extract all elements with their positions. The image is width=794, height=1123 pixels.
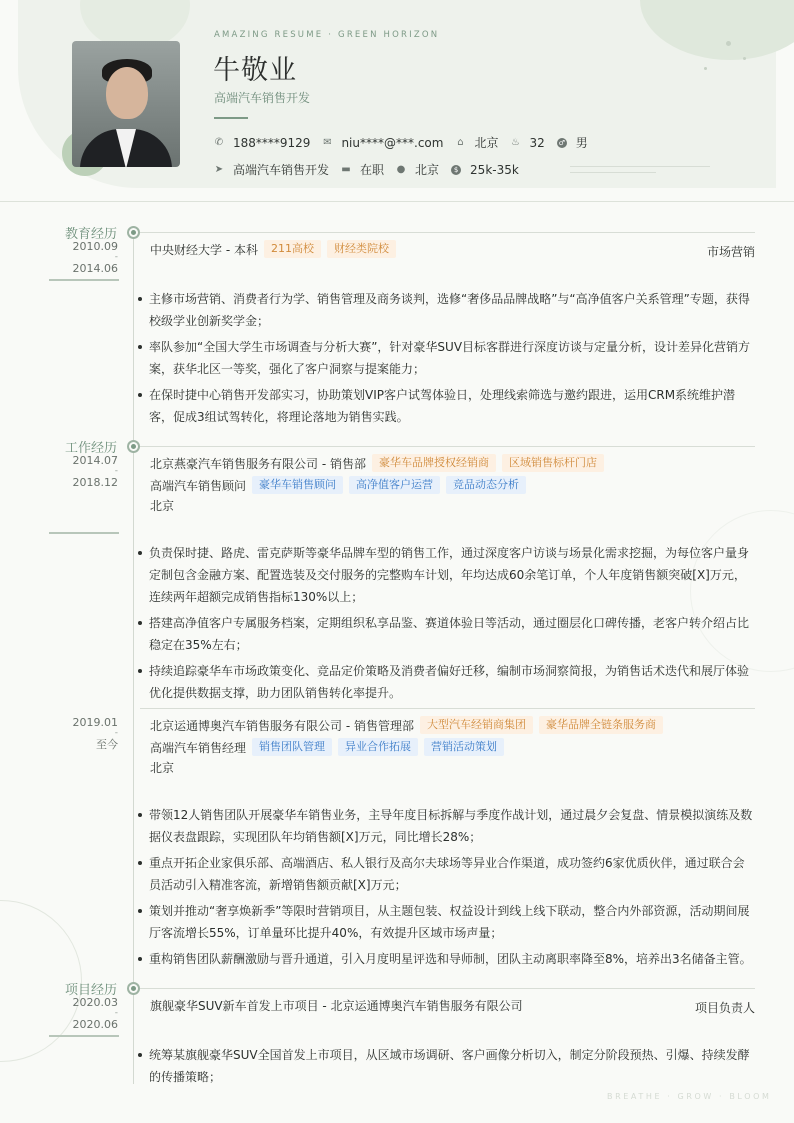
school-tag: 财经类院校 xyxy=(327,240,396,258)
education-dates xyxy=(49,241,118,274)
section-title-work: 工作经历 xyxy=(64,441,117,456)
date-start: 2020.03 xyxy=(72,996,118,1009)
decorative-line xyxy=(570,172,656,173)
city-value: 北京 xyxy=(474,136,499,150)
intent-status: 在职 xyxy=(360,163,385,177)
briefcase-icon: ▬ xyxy=(341,163,351,175)
date-separator: - xyxy=(114,1008,118,1018)
job-dates xyxy=(49,717,118,750)
email-value: niu****@***.com xyxy=(341,135,444,150)
date-start: 2014.07 xyxy=(72,454,118,467)
date-end: 2018.12 xyxy=(72,476,118,489)
gender-icon: ♂ xyxy=(558,138,565,147)
header-eyebrow: AMAZING RESUME · GREEN HORIZON xyxy=(214,30,440,40)
section-underline xyxy=(49,1035,119,1037)
list-item: 率队参加“全国大学生市场调查与分析大赛”，针对豪华SUV目标客群进行深度访谈与定量分析，设计差异化营销方案，获华北区一等奖，强化了客户洞察与提案能力； xyxy=(138,336,754,380)
section-underline xyxy=(49,279,119,281)
section-title-project: 项目经历 xyxy=(64,983,117,998)
profile-photo xyxy=(72,41,180,167)
list-item: 搭建高净值客户专属服务档案，定期组织私享品鉴、赛道体验日等活动，通过圈层化口碑传播，老客户转介绍占比稳定在35%左右； xyxy=(138,612,754,656)
company-tag: 区域销售标杆门店 xyxy=(502,454,604,472)
footer-tagline: BREATHE · GROW · BLOOM xyxy=(607,1092,772,1101)
intent-position: 高端汽车销售开发 xyxy=(233,163,330,177)
candidate-title: 高端汽车销售开发 xyxy=(214,91,311,105)
decorative-dot xyxy=(704,67,707,70)
section-divider xyxy=(140,232,755,233)
gender-value: 男 xyxy=(575,136,588,150)
company-tag: 豪华车品牌授权经销商 xyxy=(372,454,496,472)
job-dates xyxy=(49,455,118,488)
intent-row xyxy=(214,161,531,178)
role-tag: 豪华车销售顾问 xyxy=(252,476,343,494)
role-tag: 竞品动态分析 xyxy=(446,476,526,494)
role-tag: 高净值客户运营 xyxy=(349,476,440,494)
timeline-node xyxy=(127,982,140,995)
cake-icon: ♨ xyxy=(510,136,520,148)
list-item: 负责保时捷、路虎、雷克萨斯等豪华品牌车型的销售工作，通过深度客户访谈与场景化需求挖掘，为每位客户量身定制包含金融方案、配置选装及交付服务的完整购车计划，年均达成60余笔订单，个人年度销售额突破[X]万元，连续两年超额完成销售指标130%以上； xyxy=(138,542,754,608)
timeline-node xyxy=(127,440,140,453)
entry-divider xyxy=(140,708,755,709)
list-item: 主修市场营销、消费者行为学、销售管理及商务谈判，选修“奢侈品品牌战略”与“高净值客户关系管理”专题，获得校级学业创新奖学金； xyxy=(138,288,754,332)
intent-location: 北京 xyxy=(415,163,440,177)
project-name: 旗舰豪华SUV新车首发上市项目 - 北京运通博奥汽车销售服务有限公司 xyxy=(150,999,523,1013)
job-role-line xyxy=(150,738,504,756)
date-end: 2014.06 xyxy=(72,262,118,275)
list-item: 持续追踪豪华车市场政策变化、竞品定价策略及消费者偏好迁移，编制市场洞察简报，为销售话术迭代和展厅体验优化提供数据支撑，助力团队销售转化率提升。 xyxy=(138,660,754,704)
salary-icon: $ xyxy=(451,165,461,175)
list-item: 统筹某旗舰豪华SUV全国首发上市项目，从区域市场调研、客户画像分析切入，制定分阶段预热、引爆、持续发酵的传播策略； xyxy=(138,1044,754,1088)
candidate-name: 牛敬业 xyxy=(213,55,297,86)
education-major: 市场营销 xyxy=(706,245,755,259)
date-end: 至今 xyxy=(96,738,118,751)
date-separator: - xyxy=(114,252,118,262)
project-bullets xyxy=(138,1044,754,1092)
company-name: 北京运通博奥汽车销售服务有限公司 - 销售管理部 xyxy=(150,718,414,733)
section-divider xyxy=(140,988,755,989)
send-icon: ➤ xyxy=(214,163,224,175)
company-tag: 豪华品牌全链条服务商 xyxy=(539,716,663,734)
company-tag: 大型汽车经销商集团 xyxy=(420,716,533,734)
location-icon: ● xyxy=(396,163,406,175)
decorative-dot xyxy=(726,41,731,46)
section-divider xyxy=(140,446,755,447)
job-role: 高端汽车销售顾问 xyxy=(150,478,247,493)
date-separator: - xyxy=(114,728,118,738)
decorative-dot xyxy=(743,57,746,60)
job-company-line xyxy=(150,716,663,734)
project-role: 项目负责人 xyxy=(694,1001,755,1015)
job-bullets xyxy=(138,542,754,708)
list-item: 重构销售团队薪酬激励与晋升通道，引入月度明星评选和导师制，团队主动离职率降至8%，培养出3名储备主管。 xyxy=(138,948,754,970)
decorative-line xyxy=(570,166,710,167)
project-dates xyxy=(49,997,118,1030)
date-start: 2010.09 xyxy=(72,240,118,253)
home-icon: ⌂ xyxy=(457,136,464,148)
date-start: 2019.01 xyxy=(72,716,118,729)
role-tag: 营销活动策划 xyxy=(424,738,504,756)
education-bullets xyxy=(138,288,754,432)
date-separator: - xyxy=(114,466,118,476)
job-role-line xyxy=(150,476,526,494)
contact-row xyxy=(214,134,600,151)
company-name: 北京燕豪汽车销售服务有限公司 - 销售部 xyxy=(150,456,366,471)
education-school-line xyxy=(150,240,396,258)
title-underline xyxy=(214,117,248,119)
list-item: 带领12人销售团队开展豪华车销售业务，主导年度目标拆解与季度作战计划，通过晨夕会复盘、情景模拟演练及数据仪表盘跟踪，实现团队年均销售额[X]万元，同比增长28%； xyxy=(138,804,754,848)
role-tag: 异业合作拓展 xyxy=(338,738,418,756)
list-item: 策划并推动“奢享焕新季”等限时营销项目，从主题包装、权益设计到线上线下联动，整合内外部资源，活动期间展厅客流增长55%，订单量环比提升40%，有效提升区域市场声量； xyxy=(138,900,754,944)
section-underline xyxy=(49,532,119,534)
job-city: 北京 xyxy=(150,761,175,775)
job-company-line xyxy=(150,454,604,472)
job-role: 高端汽车销售经理 xyxy=(150,740,247,755)
email-icon: ✉ xyxy=(323,136,332,148)
list-item: 在保时捷中心销售开发部实习，协助策划VIP客户试驾体验日，处理线索筛选与邀约跟进，运用CRM系统维护潜客，促成3组试驾转化，将理论落地为销售实践。 xyxy=(138,384,754,428)
header-divider xyxy=(0,201,794,202)
date-end: 2020.06 xyxy=(72,1018,118,1031)
age-value: 32 xyxy=(529,135,545,150)
timeline-node xyxy=(127,226,140,239)
phone-icon: ✆ xyxy=(214,136,224,148)
school-name: 中央财经大学 - 本科 xyxy=(150,242,258,257)
timeline-spine xyxy=(133,232,134,1084)
school-tag: 211高校 xyxy=(264,240,321,258)
job-city: 北京 xyxy=(150,499,175,513)
list-item: 重点开拓企业家俱乐部、高端酒店、私人银行及高尔夫球场等异业合作渠道，成功签约6家优质伙伴，通过联合会员活动引入精准客流，新增销售额贡献[X]万元； xyxy=(138,852,754,896)
job-bullets xyxy=(138,804,754,974)
role-tag: 销售团队管理 xyxy=(252,738,332,756)
section-title-education: 教育经历 xyxy=(64,227,117,242)
intent-salary: 25k-35k xyxy=(470,162,519,177)
phone-value: 188****9129 xyxy=(233,135,311,150)
